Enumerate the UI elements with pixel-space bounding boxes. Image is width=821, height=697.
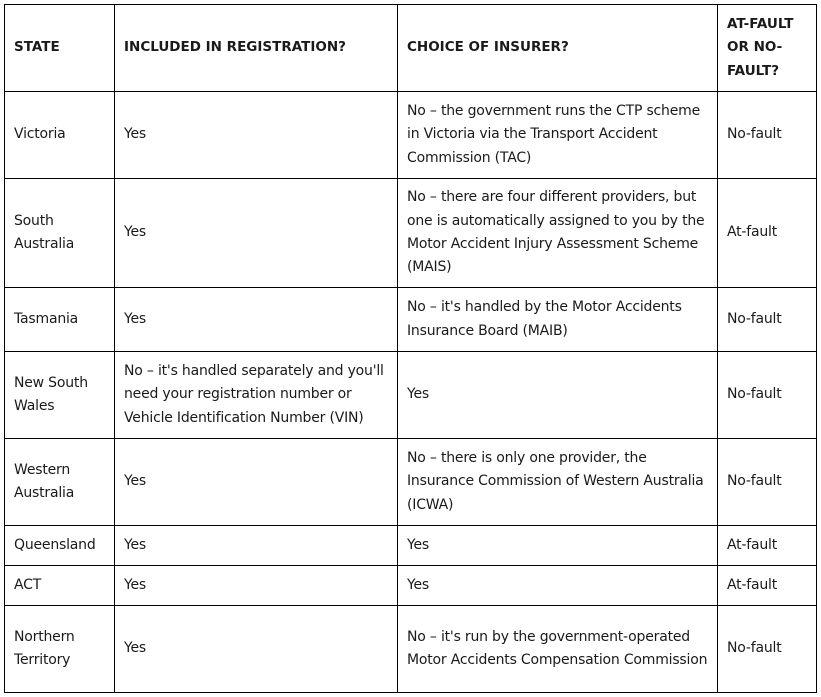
insurer-cell: No – there are four different providers, but one is automatically assigned to you by the Motor Accident Injury Assessment Scheme (MAIS) (398, 179, 718, 288)
state-cell: Western Australia (5, 439, 115, 526)
table-row (5, 526, 817, 566)
fault-cell: At-fault (718, 179, 817, 288)
registration-cell: Yes (115, 606, 398, 693)
fault-cell: No-fault (718, 606, 817, 693)
insurer-cell: Yes (398, 526, 718, 566)
insurer-cell: Yes (398, 352, 718, 439)
registration-cell: No – it's handled separately and you'll need your registration number or Vehicle Identification Number (VIN) (115, 352, 398, 439)
fault-cell: At-fault (718, 566, 817, 606)
table-row (5, 566, 817, 606)
ctp-comparison-table-wrapper (4, 4, 817, 693)
fault-cell: No-fault (718, 92, 817, 179)
header-choice-of-insurer: CHOICE OF INSURER? (398, 5, 718, 92)
table-row (5, 352, 817, 439)
state-cell: Queensland (5, 526, 115, 566)
insurer-cell: Yes (398, 566, 718, 606)
insurer-cell: No – it's handled by the Motor Accidents Insurance Board (MAIB) (398, 288, 718, 352)
state-cell: Victoria (5, 92, 115, 179)
fault-cell: No-fault (718, 352, 817, 439)
fault-cell: No-fault (718, 288, 817, 352)
fault-cell: No-fault (718, 439, 817, 526)
table-row (5, 179, 817, 288)
table-header-row (5, 5, 817, 92)
registration-cell: Yes (115, 179, 398, 288)
header-state: STATE (5, 5, 115, 92)
insurer-cell: No – it's run by the government-operated Motor Accidents Compensation Commission (398, 606, 718, 693)
registration-cell: Yes (115, 92, 398, 179)
state-cell: ACT (5, 566, 115, 606)
header-fault-type: AT-FAULT OR NO-FAULT? (718, 5, 817, 92)
fault-cell: At-fault (718, 526, 817, 566)
table-row (5, 288, 817, 352)
registration-cell: Yes (115, 566, 398, 606)
state-cell: South Australia (5, 179, 115, 288)
ctp-comparison-table (4, 4, 817, 693)
table-row (5, 92, 817, 179)
table-row (5, 439, 817, 526)
header-included-in-registration: INCLUDED IN REGISTRATION? (115, 5, 398, 92)
insurer-cell: No – there is only one provider, the Insurance Commission of Western Australia (ICWA) (398, 439, 718, 526)
registration-cell: Yes (115, 439, 398, 526)
registration-cell: Yes (115, 288, 398, 352)
state-cell: New South Wales (5, 352, 115, 439)
state-cell: Tasmania (5, 288, 115, 352)
table-row (5, 606, 817, 693)
registration-cell: Yes (115, 526, 398, 566)
insurer-cell: No – the government runs the CTP scheme in Victoria via the Transport Accident Commission (TAC) (398, 92, 718, 179)
state-cell: Northern Territory (5, 606, 115, 693)
